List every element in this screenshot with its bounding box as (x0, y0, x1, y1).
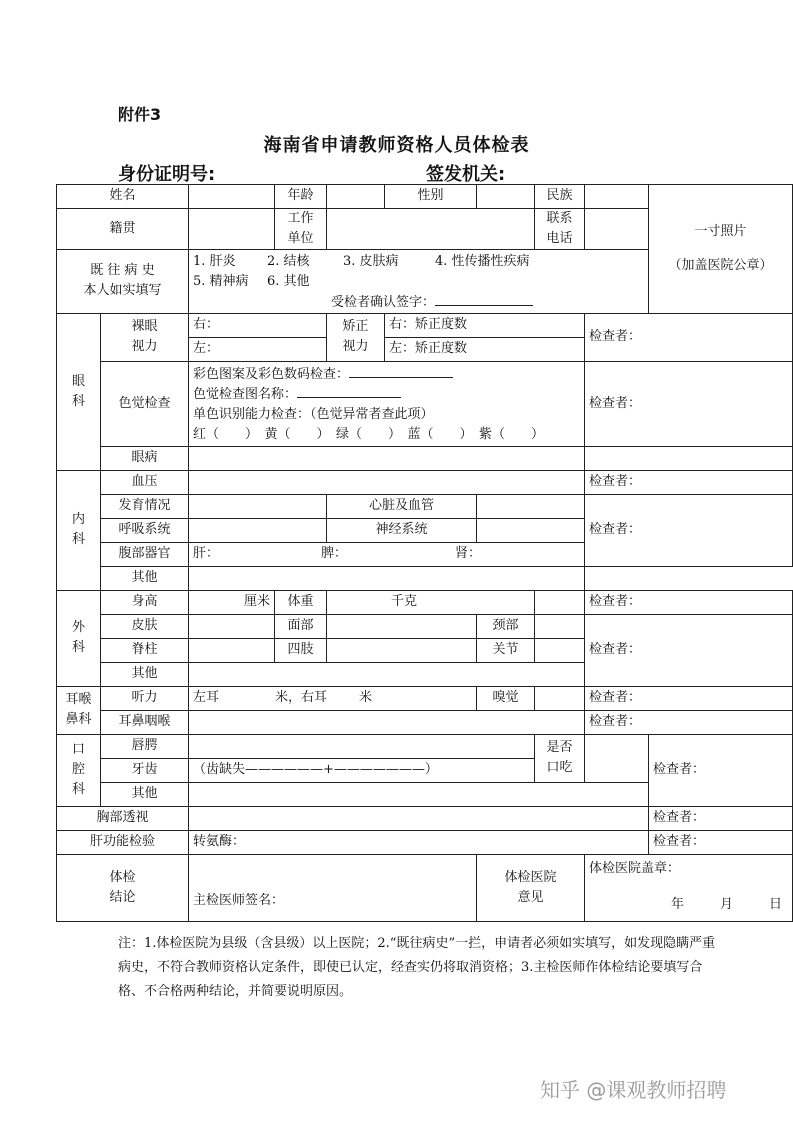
corrected-vision-label: 矫正 视力 (327, 313, 385, 361)
hospital-opinion-label: 体检医院 意见 (477, 854, 585, 921)
mouth-section-label: 口 腔 科 (57, 734, 101, 806)
exam-form-table (56, 184, 793, 922)
eye-vision-inspector[interactable]: 检查者： (585, 313, 793, 361)
growth-label: 发育情况 (101, 494, 189, 518)
hearing-label: 听力 (101, 686, 189, 710)
name-label: 姓名 (57, 185, 189, 209)
gender-label: 性别 (385, 185, 477, 209)
naked-right-field[interactable]: 右： (189, 313, 327, 337)
photo-box (649, 185, 793, 314)
stutter-label: 是否 口吃 (535, 734, 585, 782)
color-vision-label: 色觉检查 (101, 361, 189, 446)
issuing-authority-label: 签发机关: (426, 164, 506, 185)
watermark: 知乎 @课观教师招聘 (540, 1078, 727, 1102)
confirm-signature-line[interactable] (435, 293, 533, 306)
throat-field[interactable] (189, 710, 585, 734)
history-label: 既 往 病 史 本人如实填写 (57, 250, 189, 313)
weight-field[interactable]: 千克 (327, 590, 535, 614)
surgery-other-field[interactable] (189, 662, 585, 686)
eye-disease-field[interactable] (189, 446, 585, 470)
conclusion-label: 体检 结论 (57, 854, 189, 921)
surgery-other-label: 其他 (101, 662, 189, 686)
resp-label: 呼吸系统 (101, 518, 189, 542)
bp-label: 血压 (101, 470, 189, 494)
contact-label: 联系 电话 (535, 209, 585, 250)
face-field[interactable] (327, 614, 477, 638)
neck-label: 颈部 (477, 614, 535, 638)
ethnicity-label: 民族 (535, 185, 585, 209)
ent-section-label: 耳喉 鼻科 (57, 686, 101, 734)
color-vision-inspector[interactable]: 检查者： (585, 361, 793, 446)
internal-other-field[interactable] (189, 566, 585, 590)
work-unit-label: 工作 单位 (275, 209, 327, 250)
attachment-label: 附件3 (118, 105, 162, 124)
mouth-other-label: 其他 (101, 782, 189, 806)
abdomen-field[interactable]: 肝： 脾： 肾： (189, 542, 585, 566)
neck-field[interactable] (535, 614, 585, 638)
confirm-label: 受检者确认签字： (331, 294, 436, 310)
photo-note: （加盖医院公章） (668, 257, 773, 273)
bp-inspector[interactable]: 检查者： (585, 470, 793, 494)
surgery-inspector[interactable]: 检查者： (585, 614, 793, 686)
alt-field[interactable]: 转氨酶： (189, 830, 649, 854)
height-weight-inspector[interactable]: 检查者： (585, 590, 793, 614)
xray-field[interactable] (189, 806, 649, 830)
smell-field[interactable] (535, 686, 585, 710)
surgery-section-label: 外科 (57, 590, 101, 686)
joints-label: 关节 (477, 638, 535, 662)
throat-inspector[interactable]: 检查者： (585, 710, 793, 734)
abdomen-label: 腹部器官 (101, 542, 189, 566)
contact-field[interactable] (585, 209, 649, 250)
hearing-field[interactable]: 左耳 米，右耳 米 (189, 686, 477, 710)
limbs-label: 四肢 (275, 638, 327, 662)
height-label: 身高 (101, 590, 189, 614)
name-field[interactable] (189, 185, 275, 209)
native-label: 籍贯 (57, 209, 189, 250)
color-vision-field[interactable]: 彩色图案及彩色数码检查： 色觉检查图名称： 单色识别能力检查：（色觉异常者查此项） 红（ ） 黄（ ） 绿（ ） 蓝（ ） 紫（ ） (189, 361, 585, 446)
age-field[interactable] (327, 185, 385, 209)
eye-disease-blank (585, 446, 793, 470)
teeth-field[interactable]: （齿缺失——————+———————） (189, 758, 535, 782)
smell-label: 嗅觉 (477, 686, 535, 710)
teeth-label: 牙齿 (101, 758, 189, 782)
stutter-field[interactable] (585, 734, 649, 782)
internal-other-label: 其他 (101, 566, 189, 590)
eye-section-label: 眼科 (57, 313, 101, 470)
nerve-field[interactable] (477, 518, 585, 542)
ethnicity-field[interactable] (585, 185, 649, 209)
weight-label: 体重 (275, 590, 327, 614)
joints-field[interactable] (535, 638, 585, 662)
xray-label: 胸部透视 (57, 806, 189, 830)
xray-inspector[interactable]: 检查者： (649, 806, 793, 830)
spine-field[interactable] (189, 638, 275, 662)
work-unit-field[interactable] (327, 209, 535, 250)
age-label: 年龄 (275, 185, 327, 209)
spine-label: 脊柱 (101, 638, 189, 662)
mouth-inspector[interactable]: 检查者： (649, 734, 793, 806)
hospital-seal-field[interactable]: 体检医院盖章： 年 月 日 (585, 854, 793, 921)
footnotes: 注：1.体检医院为县级（含县级）以上医院；2.“既往病史”一拦，申请者必须如实填写，如发现隐瞒严重病史，不符合教师资格认定条件，即使已认定，经查实仍将取消资格；3.主检医师作体检结论要填写合格、不合格两种结论，并简要说明原因。 (118, 936, 716, 999)
conclusion-field[interactable]: 主检医师签名： (189, 854, 477, 921)
naked-vision-label: 裸眼 视力 (101, 313, 189, 361)
limbs-field[interactable] (327, 638, 477, 662)
throat-label: 耳鼻咽喉 (101, 710, 189, 734)
resp-field[interactable] (189, 518, 327, 542)
face-label: 面部 (275, 614, 327, 638)
gender-field[interactable] (477, 185, 535, 209)
id-number-label: 身份证明号: (118, 164, 216, 185)
color-chart-line[interactable] (297, 385, 401, 398)
heart-label: 心脏及血管 (327, 494, 477, 518)
internal-section-label: 内科 (57, 470, 101, 590)
liver-fn-label: 肝功能检验 (57, 830, 189, 854)
naked-left-field[interactable]: 左： (189, 337, 327, 361)
bp-field[interactable] (189, 470, 585, 494)
liver-fn-inspector[interactable]: 检查者： (649, 830, 793, 854)
hearing-inspector[interactable]: 检查者： (585, 686, 793, 710)
history-field[interactable]: 1. 肝炎 2. 结核 3. 皮肤病 4. 性传播性疾病 5. 精神病 6. 其他 受检者确认签字： (189, 250, 649, 313)
corrected-left-field[interactable]: 左：矫正度数 (385, 337, 585, 361)
skin-label: 皮肤 (101, 614, 189, 638)
corrected-right-field[interactable]: 右：矫正度数 (385, 313, 585, 337)
growth-field[interactable] (189, 494, 327, 518)
height-field[interactable]: 厘米 (189, 590, 275, 614)
nerve-label: 神经系统 (327, 518, 477, 542)
native-field[interactable] (189, 209, 275, 250)
lips-field[interactable] (189, 734, 535, 758)
internal-inspector[interactable]: 检查者： (585, 494, 793, 566)
mouth-other-field[interactable] (189, 782, 649, 806)
eye-disease-label: 眼病 (101, 446, 189, 470)
heart-field[interactable] (477, 494, 585, 518)
lips-label: 唇腭 (101, 734, 189, 758)
form-title: 海南省申请教师资格人员体检表 (263, 135, 530, 156)
photo-label: 一寸照片 (694, 223, 747, 239)
skin-field[interactable] (189, 614, 275, 638)
color-pattern-line[interactable] (349, 365, 453, 378)
